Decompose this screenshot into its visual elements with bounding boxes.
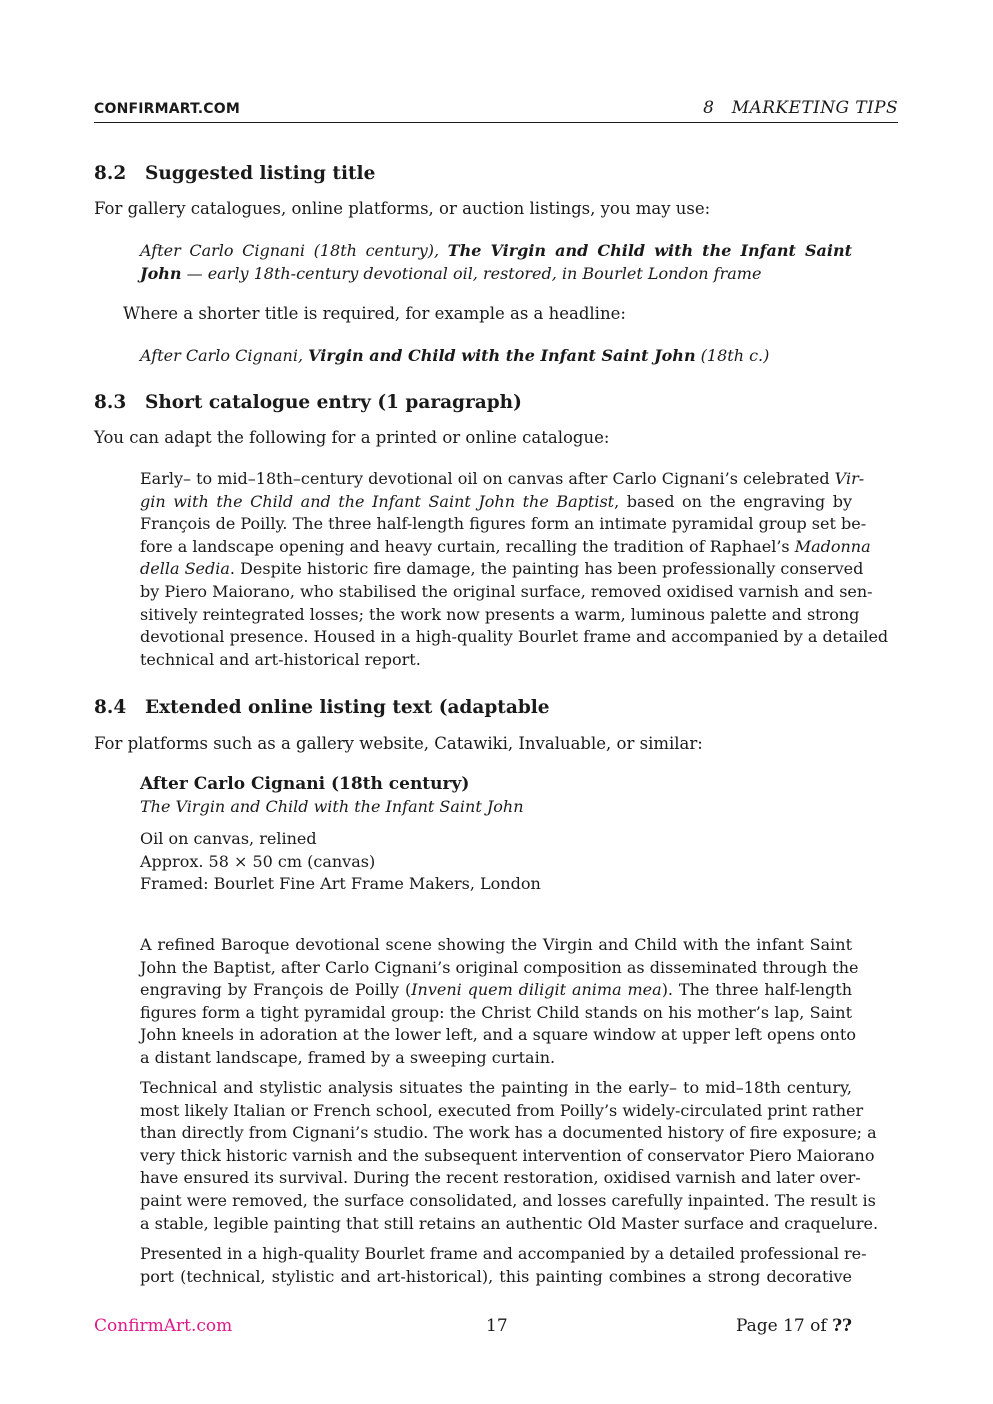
text-line: fore a landscape opening and heavy curtain, recalling the tradition of Raphael’s Madonna: [140, 536, 871, 556]
text-line: Presented in a high-quality Bourlet frame and accompanied by a detailed professional re-: [140, 1244, 867, 1263]
text-line: a distant landscape, framed by a sweeping curtain.: [140, 1047, 556, 1067]
section-intro: You can adapt the following for a printed or online catalogue:: [94, 428, 610, 447]
text-line: by Piero Maiorano, who stabilised the original surface, removed oxidised varnish and sen-: [140, 581, 873, 601]
text-line: most likely Italian or French school, executed from Poilly’s widely-circulated print rather: [140, 1100, 864, 1120]
text-line: very thick historic varnish and the subsequent intervention of conservator Piero Maiorano: [140, 1145, 875, 1165]
section-intro: For gallery catalogues, online platforms, or auction listings, you may use:: [94, 199, 711, 218]
text-line: François de Poilly. The three half-length figures form an intimate pyramidal group set be-: [140, 514, 867, 534]
text-line: than directly from Cignani’s studio. The work has a documented history of fire exposure; a: [140, 1123, 877, 1143]
footer-page-count: Page 17 of ??: [735, 1316, 852, 1336]
section-number: 8.3: [94, 392, 127, 413]
section-title: Short catalogue entry (1 paragraph): [145, 392, 522, 413]
section-heading-8-3: [94, 392, 522, 413]
section-number: 8.2: [94, 163, 127, 184]
text-line: A refined Baroque devotional scene showing the Virgin and Child with the infant Saint: [140, 935, 852, 954]
description-paragraph-3: [140, 1243, 867, 1288]
text-line: John the Baptist, after Carlo Cignani’s original composition as disseminated through the: [140, 957, 859, 977]
text-line: have ensured its survival. During the recent restoration, oxidised varnish and later over-: [140, 1168, 861, 1188]
listing-heading-block: [140, 773, 852, 818]
artist-line: After Carlo Cignani (18th century): [140, 774, 470, 794]
section-number: 8.4: [94, 697, 127, 718]
size-line: Approx. 58 × 50 cm (canvas): [140, 851, 376, 871]
section-title: Extended online listing text (adaptable: [145, 697, 550, 718]
text-line: Technical and stylistic analysis situates the painting in the early– to mid–18th century,: [140, 1078, 852, 1097]
footer-page-number: 17: [486, 1316, 508, 1336]
text-line: a stable, legible painting that still retains an authentic Old Master surface and craquelure.: [140, 1213, 879, 1233]
text-line: paint were removed, the surface consolidated, and losses carefully inpainted. The result is: [140, 1190, 876, 1210]
text-line: John kneels in adoration at the lower left, and a square window at upper left opens onto: [140, 1025, 856, 1045]
short-listing-title: After Carlo Cignani, Virgin and Child with the Infant Saint John (18th c.): [140, 346, 770, 365]
section-intro: For platforms such as a gallery website, Catawiki, Invaluable, or similar:: [94, 734, 703, 753]
footer-site-link[interactable]: ConfirmArt.com: [94, 1316, 233, 1336]
artwork-details: [140, 828, 852, 896]
section-heading-8-2: [94, 163, 375, 184]
running-title: 8 MARKETING TIPS: [703, 98, 898, 118]
text-line: della Sedia. Despite historic fire damage, the painting has been professionally conserved: [140, 559, 864, 579]
text-line: Early– to mid–18th–century devotional oil on canvas after Carlo Cignani’s celebrated Vir-: [140, 469, 865, 488]
text-line: technical and art-historical report.: [140, 649, 421, 669]
text-line: port (technical, stylistic and art-historical), this painting combines a strong decorative: [140, 1266, 852, 1286]
catalogue-entry: [140, 468, 889, 671]
section-heading-8-4: [94, 697, 550, 718]
text-line: devotional presence. Housed in a high-quality Bourlet frame and accompanied by a detailed: [140, 627, 889, 647]
text-line: gin with the Child and the Infant Saint John the Baptist, based on the engraving by: [140, 491, 853, 511]
long-listing-title: After Carlo Cignani (18th century), The Virgin and Child with the Infant Saint John — early 18th-century devotional oil, restored, in Bourlet London frame: [140, 241, 852, 283]
short-title-intro: Where a shorter title is required, for example as a headline:: [123, 304, 626, 323]
work-title-line: The Virgin and Child with the Infant Saint John: [140, 796, 524, 816]
text-line: engraving by François de Poilly (Inveni quem diligit anima mea). The three half-length: [140, 980, 853, 1000]
description-paragraph-1: [140, 934, 859, 1070]
text-line: figures form a tight pyramidal group: the Christ Child stands on his mother’s lap, Saint: [140, 1002, 852, 1022]
description-paragraph-2: [140, 1077, 879, 1235]
frame-line: Framed: Bourlet Fine Art Frame Makers, London: [140, 874, 541, 894]
text-line: sitively reintegrated losses; the work now presents a warm, luminous palette and strong: [140, 604, 860, 624]
site-logo: CONFIRMART.COM: [94, 101, 241, 117]
page-header: [94, 98, 898, 123]
section-title: Suggested listing title: [145, 163, 376, 184]
medium-line: Oil on canvas, relined: [140, 829, 317, 848]
